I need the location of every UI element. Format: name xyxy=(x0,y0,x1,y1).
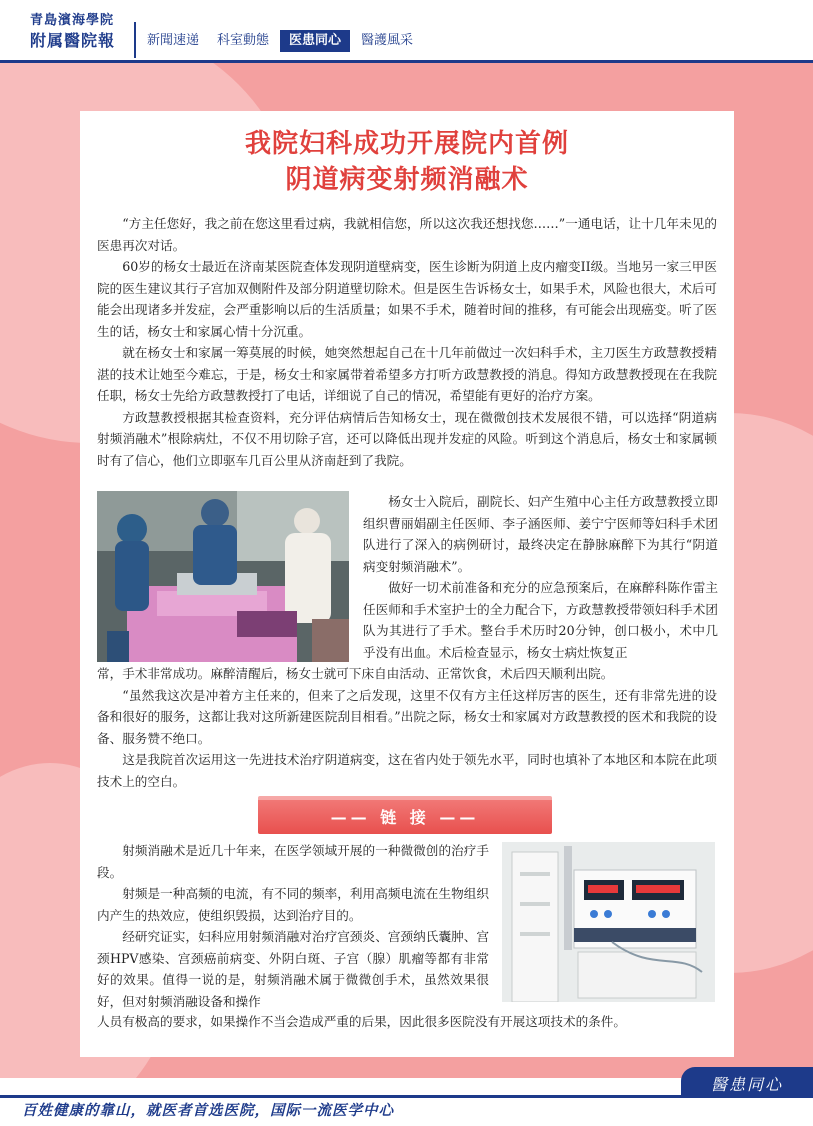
logo-line1: 青島濱海學院 xyxy=(30,13,115,28)
article-body-side xyxy=(363,491,718,663)
article-title-line1: 我院妇科成功开展院内首例 xyxy=(244,129,569,159)
article-paragraph: “方主任您好，我之前在您这里看过病，我就相信您，所以这次我还想找您……”一通电话，让十几年未见的医患再次对话。 xyxy=(97,216,717,253)
nav-item-doctor-patient[interactable]: 医患同心 xyxy=(280,30,350,52)
article-body-bottom xyxy=(97,663,717,792)
article-body-top xyxy=(97,213,717,471)
link-paragraph-continued: 人员有极高的要求，如果操作不当会造成严重的后果，因此很多医院没有开展这项技术的条件。 xyxy=(97,1014,626,1029)
footer-tab-label: 醫患同心 xyxy=(710,1075,783,1094)
section-nav xyxy=(138,30,422,52)
link-paragraph: 射频是一种高频的电流，有不同的频率，利用高频电流在生物组织内产生的热效应，使组织毁损，达到治疗目的。 xyxy=(97,886,489,923)
link-section-body xyxy=(97,840,489,1012)
footer-slogan: 百姓健康的靠山，就医者首选医院，国际一流医学中心 xyxy=(22,1102,394,1119)
nav-item-news[interactable]: 新聞速递 xyxy=(147,33,200,48)
newspaper-logo[interactable] xyxy=(30,11,130,51)
header xyxy=(0,0,813,64)
link-paragraph: 经研究证实，妇科应用射频消融对治疗宫颈炎、宫颈纳氏囊肿、宫颈HPV感染、宫颈癌前病变、外阴白斑、子宫（腺）肌瘤等都有非常好的效果。值得一说的是，射频消融术属于微微创手术，虽然效果很好，但对射频消融设备和操作 xyxy=(97,929,489,1009)
link-section-last-line xyxy=(97,1011,717,1033)
article-paragraph: 这是我院首次运用这一先进技术治疗阴道病变，这在省内处于领先水平，同时也填补了本地区和本院在此项技术上的空白。 xyxy=(97,752,717,789)
article-paragraph: “虽然我这次是冲着方主任来的，但来了之后发现，这里不仅有方主任这样厉害的医生，还有非常先进的设备和很好的服务，这都让我对这所新建医院刮目相看。”出院之际，杨女士和家属对方政慧教授的医术和我院的设备、服务赞不绝口。 xyxy=(97,687,717,746)
surgery-photo xyxy=(97,491,349,662)
article-title-line2: 阴道病变射频消融术 xyxy=(285,165,529,195)
header-divider xyxy=(134,22,136,58)
nav-item-departments[interactable]: 科室動態 xyxy=(217,33,270,48)
article-paragraph: 做好一切术前准备和充分的应急预案后，在麻醉科陈作雷主任医师和手术室护士的全力配合下，方政慧教授带领妇科手术团队为其进行了手术。整台手术历时20分钟，创口极小，术中几乎没有出血。术后检查显示，杨女士病灶恢复正 xyxy=(363,580,718,660)
nav-item-staff[interactable]: 醫護風采 xyxy=(361,33,414,48)
link-paragraph: 射频消融术是近几十年来，在医学领域开展的一种微微创的治疗手段。 xyxy=(97,843,489,880)
article-paragraph-continued: 常，手术非常成功。麻醉清醒后，杨女士就可下床自由活动、正常饮食，术后四天顺利出院。 xyxy=(97,666,614,681)
article-title xyxy=(80,126,734,198)
link-section-banner xyxy=(258,796,552,834)
article-paragraph: 杨女士入院后，副院长、妇产生殖中心主任方政慧教授立即组织曹丽娟副主任医师、李子涵医师、姜宁宁医师等妇科手术团队进行了深入的病例研讨，最终决定在静脉麻醉下为其行“阴道病变射频消融术”。 xyxy=(363,494,718,574)
footer-rule xyxy=(0,1095,813,1098)
surgery-photo-illustration xyxy=(97,491,349,662)
rf-ablation-device-photo xyxy=(502,842,715,1002)
article-paragraph: 60岁的杨女士最近在济南某医院查体发现阴道壁病变，医生诊断为阴道上皮内瘤变II级。当地另一家三甲医院的医生建议其行子宫加双侧附件及部分阴道壁切除术。但是医生告诉杨女士，如果手术，风险也很大，术后可能会出现诸多并发症，会严重影响以后的生活质量；如果不手术，随着时间的推移，有可能会出现癌变。听了医生的话，杨女士和家属心情十分沉重。 xyxy=(97,259,717,339)
article-paragraph: 就在杨女士和家属一筹莫展的时候，她突然想起自己在十几年前做过一次妇科手术，主刀医生方政慧教授精湛的技术让她至今难忘，于是，杨女士和家属带着希望多方打听方政慧教授的消息。得知方政慧教授现在在我院任职，杨女士先给方政慧教授打了电话，详细说了自己的情况，希望能有更好的治疗方案。 xyxy=(97,345,717,403)
article-paragraph: 方政慧教授根据其检查资料，充分评估病情后告知杨女士，现在微微创技术发展很不错，可以选择“阴道病射频消融术”根除病灶，不仅不用切除子宫，还可以降低出现并发症的风险。听到这个消息后，杨女士和家属顿时有了信心，他们立即驱车几百公里从济南赶到了我院。 xyxy=(97,409,717,468)
footer-section-tab[interactable] xyxy=(681,1067,813,1097)
banner-highlight xyxy=(258,796,552,800)
logo-line2: 附属醫院報 xyxy=(30,31,116,50)
device-illustration xyxy=(502,842,715,1002)
link-section-heading: —— 链 接 —— xyxy=(330,808,480,827)
